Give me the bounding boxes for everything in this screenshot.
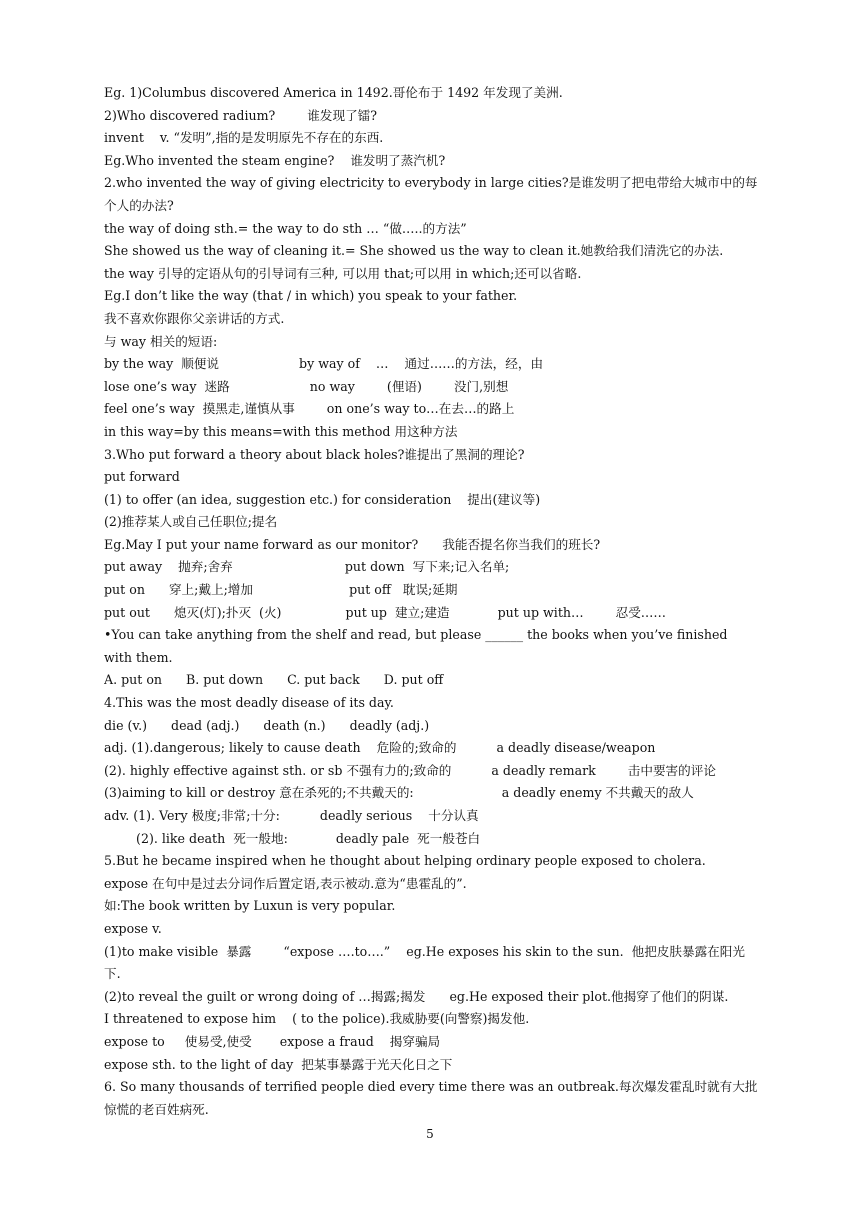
text-line: adv. (1). Very 极度;非常;十分: deadly serious 十分认真 xyxy=(104,808,479,823)
text-line: the way 引导的定语从句的引导词有三种, 可以用 that;可以用 in which;还可以省略. xyxy=(104,265,582,281)
text-line: expose v. xyxy=(104,920,162,936)
text-line: A. put on B. put down C. put back D. put off xyxy=(104,672,444,688)
text-line: (1)to make visible 暴露 “expose ….to….” eg.He exposes his skin to the sun. 他把皮肤暴露在阳光下. xyxy=(104,943,745,982)
text-line: put away 抛弃;舍弃 put down 写下来;记入名单; xyxy=(104,559,510,575)
text-line: 5.But he became inspired when he thought about helping ordinary people exposed to cholera. xyxy=(104,853,706,869)
text-line: 2.who invented the way of giving electricity to everybody in large cities?是谁发明了把电带给大城市中的每个人的办法? xyxy=(104,175,758,213)
text-line: die (v.) dead (adj.) death (n.) deadly (adj.) xyxy=(104,717,430,733)
text-line: 3.Who put forward a theory about black holes?谁提出了黑洞的理论? xyxy=(104,446,525,462)
page-number: 5 xyxy=(426,1127,434,1141)
text-line: •You can take anything from the shelf and read, but please ______ the books when you’ve finished with them. xyxy=(104,627,732,665)
text-line: (2)推荐某人或自己任职位;提名 xyxy=(104,514,278,530)
text-line: 与 way 相关的短语: xyxy=(104,333,218,349)
page-body xyxy=(104,82,758,1121)
text-line: lose one’s way 迷路 no way (俚语) 没门,别想 xyxy=(104,378,509,394)
text-line: expose sth. to the light of day 把某事暴露于光天化日之下 xyxy=(104,1056,453,1072)
text-line: I threatened to expose him ( to the police).我威胁要(向警察)揭发他. xyxy=(104,1011,530,1027)
text-line: 如:The book written by Luxun is very popular. xyxy=(104,898,396,914)
text-line: the way of doing sth.= the way to do sth … “做…..的方法” xyxy=(104,220,467,236)
text-line: put out 熄灭(灯);扑灭 (火) put up 建立;建造 put up with… 忍受…… xyxy=(104,604,666,620)
text-line: (2)to reveal the guilt or wrong doing of …揭露;揭发 eg.He exposed their plot.他揭穿了他们的阴谋. xyxy=(104,988,729,1004)
text-line: 4.This was the most deadly disease of its day. xyxy=(104,695,394,711)
text-line: 6. So many thousands of terrified people died every time there was an outbreak.每次爆发霍乱时就有大批惊慌的老百姓病死. xyxy=(104,1079,758,1117)
text-line: (1) to offer (an idea, suggestion etc.) for consideration 提出(建议等) xyxy=(104,491,541,507)
text-line: Eg.Who invented the steam engine? 谁发明了蒸汽机? xyxy=(104,152,446,168)
text-line: 我不喜欢你跟你父亲讲话的方式. xyxy=(104,310,285,326)
text-line: Eg. 1)Columbus discovered America in 1492.哥伦布于 1492 年发现了美洲. xyxy=(104,85,563,100)
text-line: feel one’s way 摸黑走,谨慎从事 on one’s way to…在去…的路上 xyxy=(104,401,515,417)
text-line: expose 在句中是过去分词作后置定语,表示被动.意为“患霍乱的”. xyxy=(104,875,467,891)
text-line: She showed us the way of cleaning it.= She showed us the way to clean it.她教给我们清洗它的办法. xyxy=(104,243,724,259)
text-line: (2). highly effective against sth. or sb 不强有力的;致命的 a deadly remark 击中要害的评论 xyxy=(104,762,716,778)
text-line: (3)aiming to kill or destroy 意在杀死的;不共戴天的: a deadly enemy 不共戴天的敌人 xyxy=(104,785,694,801)
text-line: 2)Who discovered radium? 谁发现了镭? xyxy=(104,107,378,123)
text-line: Eg.May I put your name forward as our monitor? 我能否提名你当我们的班长? xyxy=(104,536,601,552)
text-line: in this way=by this means=with this method 用这种方法 xyxy=(104,423,458,439)
text-line: (2). like death 死一般地: deadly pale 死一般苍白 xyxy=(104,830,481,846)
text-line: by the way 顺便说 by way of … 通过……的方法，经，由 xyxy=(104,356,544,372)
text-line: expose to 使易受,使受 expose a fraud 揭穿骗局 xyxy=(104,1033,441,1049)
text-line: adj. (1).dangerous; likely to cause death 危险的;致命的 a deadly disease/weapon xyxy=(104,740,656,756)
text-line: put on 穿上;戴上;增加 put off 耽误;延期 xyxy=(104,582,458,598)
text-line: put forward xyxy=(104,469,180,485)
text-line: invent v. “发明”,指的是发明原先不存在的东西. xyxy=(104,130,384,146)
text-line: Eg.I don’t like the way (that / in which) you speak to your father. xyxy=(104,288,518,304)
